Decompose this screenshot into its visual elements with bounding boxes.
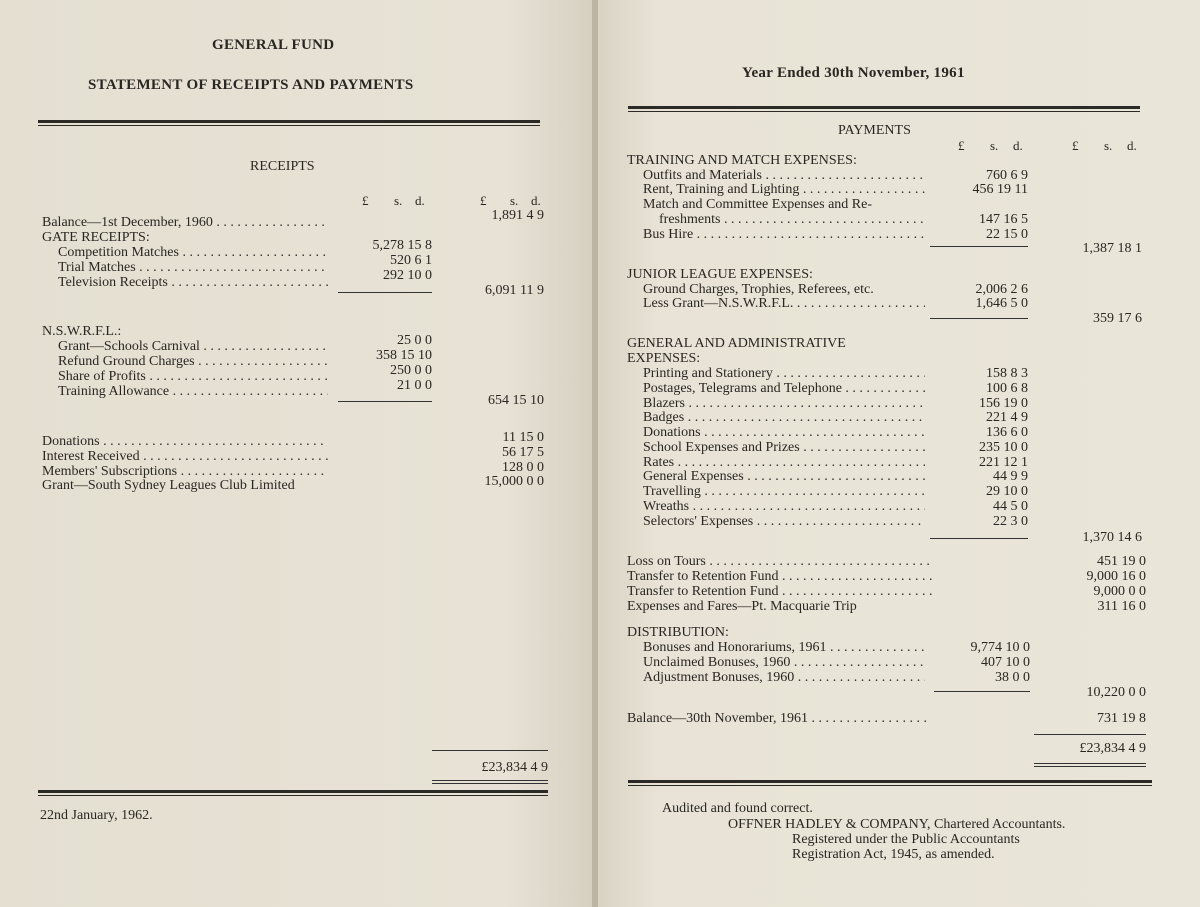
- general-item-label: Travelling . . .: [643, 484, 925, 499]
- dist-item-label: Unclaimed Bonuses, 1960 . . .: [643, 655, 925, 670]
- grand-total-left: £23,834 4 9: [481, 760, 548, 775]
- general-total: 1,370 14 6: [1082, 530, 1142, 545]
- general-item-amount: 44 5 0: [993, 499, 1028, 514]
- junior-item-amount: 1,646 5 0: [975, 296, 1028, 311]
- training-item-amount: 760 6 9: [986, 168, 1028, 183]
- general-item-label: School Expenses and Prizes . . .: [643, 440, 925, 455]
- misc-item-amount: 311 16 0: [1097, 599, 1146, 614]
- general-item-amount: 44 9 9: [993, 469, 1028, 484]
- receipts-header: RECEIPTS: [250, 159, 315, 174]
- year-title: Year Ended 30th November, 1961: [742, 65, 965, 81]
- junior-item-label: Ground Charges, Trophies, Referees, etc.: [643, 282, 874, 297]
- col-shilling-4: s.: [1104, 138, 1113, 153]
- report-date: 22nd January, 1962.: [40, 808, 153, 823]
- nswrfl-item-label: Refund Ground Charges . . .: [58, 354, 328, 369]
- gate-item-amount: 5,278 15 8: [372, 238, 432, 253]
- col-pence-4: d.: [1127, 138, 1137, 153]
- other-item-amount: 15,000 0 0: [484, 474, 544, 489]
- audit-line-3: Registered under the Public Accountants: [792, 832, 1020, 847]
- general-item-amount: 235 10 0: [979, 440, 1028, 455]
- other-item-label: Members' Subscriptions . . .: [42, 464, 328, 479]
- general-item-label: General Expenses . . .: [643, 469, 925, 484]
- nswrfl-heading: N.S.W.R.F.L.:: [42, 324, 122, 339]
- general-subtotal-rule: [930, 538, 1028, 539]
- header-rule-left: [38, 120, 540, 123]
- dist-item-amount: 38 0 0: [995, 670, 1030, 685]
- nswrfl-item-amount: 25 0 0: [397, 333, 432, 348]
- training-item-label: freshments . . .: [659, 212, 925, 227]
- fund-title: GENERAL FUND: [212, 37, 335, 53]
- training-item-label: Rent, Training and Lighting . . .: [643, 182, 925, 197]
- general-item-label: Badges . . .: [643, 410, 925, 425]
- general-item-amount: 100 6 8: [986, 381, 1028, 396]
- header-rule-right: [628, 106, 1140, 109]
- grand-total-double-rule-right: [1034, 763, 1146, 764]
- misc-item-label: Loss on Tours . . .: [627, 554, 933, 569]
- grand-total-rule-right: [1034, 734, 1146, 735]
- gate-heading: GATE RECEIPTS:: [42, 230, 150, 245]
- col-pence-3: d.: [1013, 138, 1023, 153]
- nswrfl-item-label: Training Allowance . . .: [58, 384, 328, 399]
- general-item-label: Rates . . .: [643, 455, 925, 470]
- general-item-label: Postages, Telegrams and Telephone . . .: [643, 381, 925, 396]
- dist-total: 10,220 0 0: [1086, 685, 1146, 700]
- junior-total: 359 17 6: [1093, 311, 1142, 326]
- general-item-amount: 221 12 1: [979, 455, 1028, 470]
- payments-header: PAYMENTS: [838, 123, 911, 138]
- audit-line-4: Registration Act, 1945, as amended.: [792, 847, 995, 862]
- grand-total-rule-left: [432, 750, 548, 751]
- general-item-label: Selectors' Expenses . . .: [643, 514, 925, 529]
- auditor-name: OFFNER HADLEY & COMPANY, Chartered Accountants.: [728, 817, 1066, 832]
- training-item-label: Match and Committee Expenses and Re-: [643, 197, 872, 212]
- general-item-label: Donations . . .: [643, 425, 925, 440]
- nswrfl-item-amount: 250 0 0: [390, 363, 432, 378]
- nswrfl-item-amount: 21 0 0: [397, 378, 432, 393]
- col-pound-2: £: [480, 193, 487, 208]
- dist-subtotal-rule: [934, 691, 1030, 692]
- col-pence-2: d.: [531, 193, 541, 208]
- junior-item-amount: 2,006 2 6: [975, 282, 1028, 297]
- closing-balance-amount: 731 19 8: [1097, 711, 1146, 726]
- misc-item-label: Transfer to Retention Fund . . .: [627, 569, 933, 584]
- training-item-label: Outfits and Materials . . .: [643, 168, 925, 183]
- col-pound-1: £: [362, 193, 369, 208]
- general-item-amount: 29 10 0: [986, 484, 1028, 499]
- nswrfl-total: 654 15 10: [488, 393, 544, 408]
- statement-title: STATEMENT OF RECEIPTS AND PAYMENTS: [88, 77, 414, 93]
- col-shilling-3: s.: [990, 138, 999, 153]
- general-item-label: Blazers . . .: [643, 396, 925, 411]
- balance-label: Balance—1st December, 1960 . . .: [42, 215, 328, 230]
- nswrfl-item-amount: 358 15 10: [376, 348, 432, 363]
- misc-item-amount: 9,000 0 0: [1093, 584, 1146, 599]
- col-pence-1: d.: [415, 193, 425, 208]
- general-item-amount: 136 6 0: [986, 425, 1028, 440]
- training-total: 1,387 18 1: [1082, 241, 1142, 256]
- general-item-amount: 221 4 9: [986, 410, 1028, 425]
- balance-total: 1,891 4 9: [491, 208, 544, 223]
- training-item-amount: 22 15 0: [986, 227, 1028, 242]
- misc-item-label: Transfer to Retention Fund . . .: [627, 584, 933, 599]
- other-item-label: Donations . . .: [42, 434, 328, 449]
- general-item-amount: 22 3 0: [993, 514, 1028, 529]
- footer-rule-left: [38, 790, 548, 793]
- gate-item-label: Television Receipts . . .: [58, 275, 328, 290]
- general-heading-cont: EXPENSES:: [627, 351, 701, 366]
- other-item-label: Interest Received . . .: [42, 449, 328, 464]
- misc-item-amount: 451 19 0: [1097, 554, 1146, 569]
- dist-item-amount: 407 10 0: [981, 655, 1030, 670]
- misc-item-amount: 9,000 16 0: [1086, 569, 1146, 584]
- misc-item-label: Expenses and Fares—Pt. Macquarie Trip: [627, 599, 857, 614]
- footer-rule-right: [628, 780, 1152, 783]
- gate-total: 6,091 11 9: [485, 283, 544, 298]
- col-shilling-1: s.: [394, 193, 403, 208]
- training-item-label: Bus Hire . . .: [643, 227, 925, 242]
- junior-heading: JUNIOR LEAGUE EXPENSES:: [627, 267, 813, 282]
- gate-item-label: Trial Matches . . .: [58, 260, 328, 275]
- audit-line-1: Audited and found correct.: [662, 801, 813, 816]
- training-item-amount: 147 16 5: [979, 212, 1028, 227]
- dist-item-label: Bonuses and Honorariums, 1961 . . .: [643, 640, 925, 655]
- dist-item-amount: 9,774 10 0: [970, 640, 1030, 655]
- gate-subtotal-rule: [338, 292, 432, 293]
- gate-item-amount: 520 6 1: [390, 253, 432, 268]
- gate-item-amount: 292 10 0: [383, 268, 432, 283]
- general-item-label: Wreaths . . .: [643, 499, 925, 514]
- grand-total-right: £23,834 4 9: [1079, 741, 1146, 756]
- junior-item-label: Less Grant—N.S.W.R.F.L. . . .: [643, 296, 925, 311]
- other-item-amount: 56 17 5: [502, 445, 544, 460]
- training-item-amount: 456 19 11: [972, 182, 1028, 197]
- training-heading: TRAINING AND MATCH EXPENSES:: [627, 153, 857, 168]
- nswrfl-item-label: Grant—Schools Carnival . . .: [58, 339, 328, 354]
- other-item-label: Grant—South Sydney Leagues Club Limited: [42, 478, 295, 493]
- gate-item-label: Competition Matches . . .: [58, 245, 328, 260]
- grand-total-double-rule-left: [432, 780, 548, 781]
- general-heading: GENERAL AND ADMINISTRATIVE: [627, 336, 846, 351]
- general-item-label: Printing and Stationery . . .: [643, 366, 925, 381]
- col-pound-4: £: [1072, 138, 1079, 153]
- nswrfl-item-label: Share of Profits . . .: [58, 369, 328, 384]
- closing-balance-label: Balance—30th November, 1961 . . .: [627, 711, 927, 726]
- distribution-heading: DISTRIBUTION:: [627, 625, 729, 640]
- junior-subtotal-rule: [930, 318, 1028, 319]
- nswrfl-subtotal-rule: [338, 401, 432, 402]
- general-item-amount: 156 19 0: [979, 396, 1028, 411]
- general-item-amount: 158 8 3: [986, 366, 1028, 381]
- training-subtotal-rule: [930, 246, 1028, 247]
- other-item-amount: 11 15 0: [502, 430, 544, 445]
- dist-item-label: Adjustment Bonuses, 1960 . . .: [643, 670, 925, 685]
- other-item-amount: 128 0 0: [502, 460, 544, 475]
- col-pound-3: £: [958, 138, 965, 153]
- col-shilling-2: s.: [510, 193, 519, 208]
